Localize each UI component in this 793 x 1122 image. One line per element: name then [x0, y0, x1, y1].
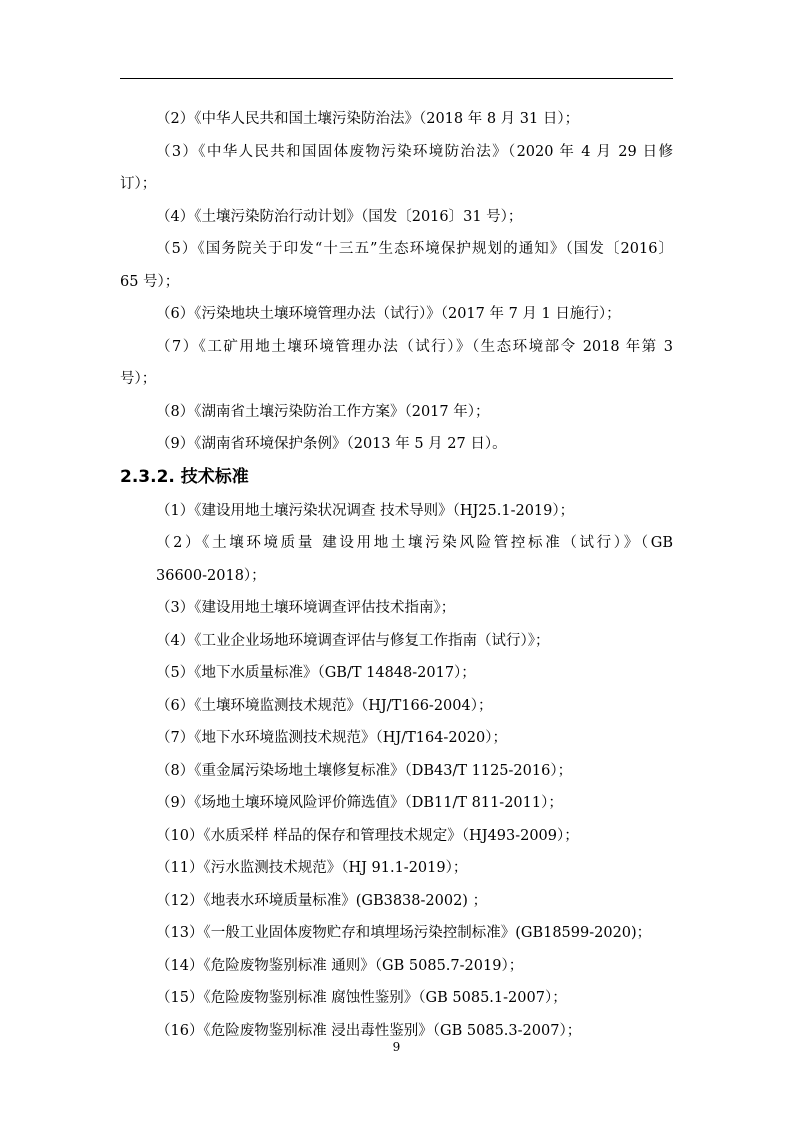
list-item: （10）《水质采样 样品的保存和管理技术规定》（HJ493-2009）；	[156, 827, 579, 844]
list-item: （9）《场地土壤环境风险评价筛选值》（DB11/T 811-2011）；	[156, 795, 563, 811]
list-item: （8）《重金属污染场地土壤修复标准》（DB43/T 1125-2016）；	[156, 762, 573, 779]
list-item-continuation: 订）；	[120, 176, 157, 192]
list-item: （3）《中华人民共和国固体废物污染环境防治法》（2020 年 4 月 29 日修	[156, 143, 673, 160]
list-item: （2）《土壤环境质量 建设用地土壤污染风险管控标准（试行）》（GB	[156, 535, 673, 551]
list-item: （13）《一般工业固体废物贮存和填埋场污染控制标准》(GB18599-2020)；	[156, 925, 652, 941]
list-item: （1）《建设用地土壤污染状况调查 技术导则》（HJ25.1-2019）；	[156, 502, 575, 519]
header-rule	[120, 78, 673, 79]
list-item: （3）《建设用地土壤环境调查评估技术指南》；	[156, 600, 456, 616]
list-item: （4）《土壤污染防治行动计划》（国发〔2016〕31 号）；	[156, 208, 523, 225]
list-item: （5）《国务院关于印发“十三五”生态环境保护规划的通知》（国发〔2016〕	[156, 241, 673, 257]
list-item: （14）《危险废物鉴别标准 通则》（GB 5085.7-2019）；	[156, 957, 524, 974]
list-item: （4）《工业企业场地环境调查评估与修复工作指南（试行）》；	[156, 632, 550, 649]
list-item: （5）《地下水质量标准》（GB/T 14848-2017）；	[156, 665, 476, 681]
page-number: 9	[392, 1040, 401, 1054]
list-item: （15）《危险废物鉴别标准 腐蚀性鉴别》（GB 5085.1-2007）；	[156, 990, 567, 1006]
list-item: （6）《土壤环境监测技术规范》（HJ/T166-2004）；	[156, 697, 493, 714]
list-item-continuation: 36600-2018）；	[156, 567, 266, 584]
list-item: （7）《地下水环境监测技术规范》（HJ/T164-2020）；	[156, 730, 507, 746]
section-heading: 2.3.2. 技术标准	[120, 466, 249, 487]
list-item: （11）《污水监测技术规范》（HJ 91.1-2019）；	[156, 860, 468, 876]
page-body	[120, 103, 673, 1047]
list-item: （8）《湖南省土壤污染防治工作方案》（2017 年）；	[156, 403, 490, 420]
list-item: （2）《中华人民共和国土壤污染防治法》（2018 年 8 月 31 日）；	[156, 111, 580, 127]
list-item: （7）《工矿用地土壤环境管理办法（试行）》（生态环境部令 2018 年第 3	[156, 338, 673, 355]
list-item: （9）《湖南省环境保护条例》（2013 年 5 月 27 日）。	[156, 436, 507, 452]
list-item: （6）《污染地块土壤环境管理办法（试行）》（2017 年 7 月 1 日施行）；	[156, 306, 621, 322]
list-item-continuation: 65 号）；	[120, 273, 180, 290]
list-item: （16）《危险废物鉴别标准 浸出毒性鉴别》（GB 5085.3-2007）；	[156, 1022, 582, 1039]
list-item-continuation: 号）；	[120, 371, 157, 387]
list-item: （12）《地表水环境质量标准》(GB3838-2002) ；	[156, 892, 488, 909]
